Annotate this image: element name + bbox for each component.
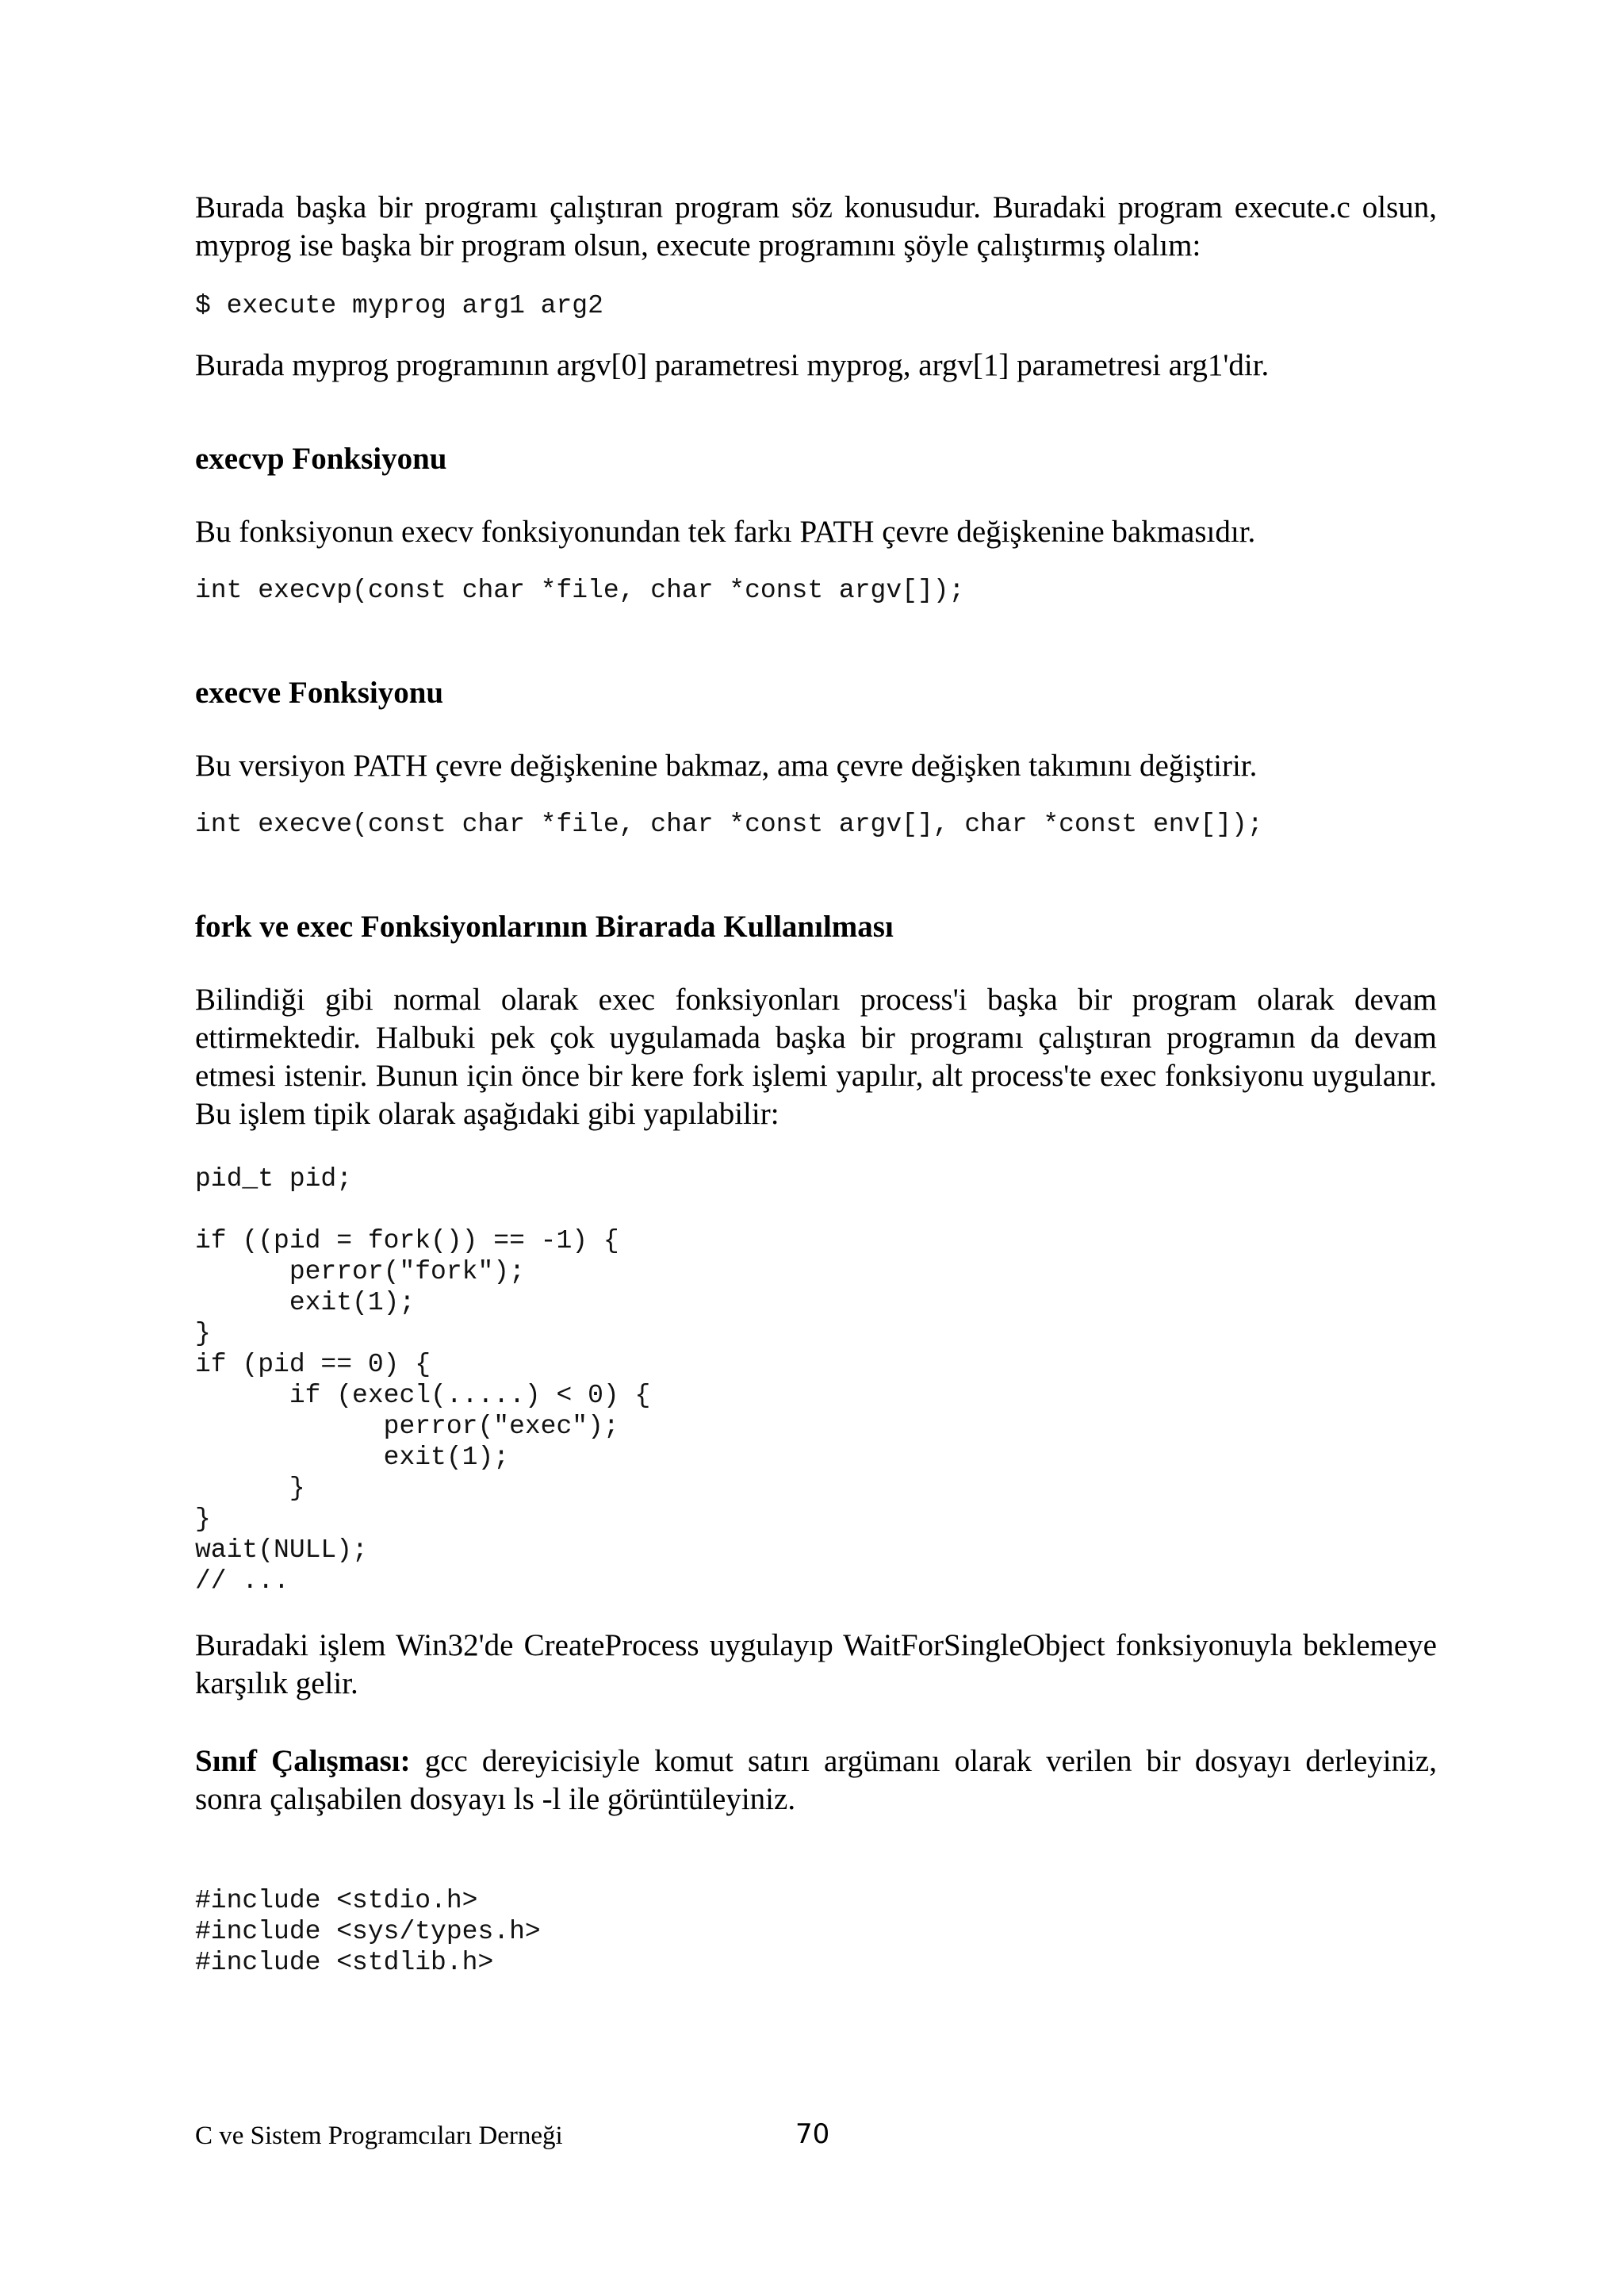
intro-paragraph: Burada başka bir programı çalıştıran program söz konusudur. Buradaki program execute.c olsun, myprog ise başka bir program olsun, execute programını şöyle çalıştırmış olalım:: [195, 190, 1437, 263]
exercise-text: gcc dereyicisiyle komut satırı argümanı olarak verilen bir dosyayı derleyiniz, sonra çalışabilen dosyayı ls -l ile görüntüleyiniz.: [195, 1744, 1437, 1816]
command-example: $ execute myprog arg1 arg2: [195, 291, 603, 320]
fork-exec-code: pid_t pid; if ((pid = fork()) == -1) { perror("fork"); exit(1); } if (pid == 0) { if (execl(.....) < 0) { perror("exec"); exit(1); } } wait(NULL); // ...: [195, 1164, 651, 1596]
footer-organization: C ve Sistem Programcıları Derneği: [195, 2122, 563, 2150]
fork-exec-description: Bilindiği gibi normal olarak exec fonksiyonları process'i başka bir program olarak devam ettirmektedir. Halbuki pek çok uygulamada başka bir programı çalıştıran programın da devam etmesi istenir. Bunun için önce bir kere fork işlemi yapılır, alt process'te exec fonksiyonu uygulanır. Bu işlem tipik olarak aşağıdaki gibi yapılabilir:: [195, 983, 1437, 1131]
execve-prototype: int execve(const char *file, char *const argv[], char *const env[]);: [195, 810, 1263, 839]
exercise-code: #include <stdio.h> #include <sys/types.h> #include <stdlib.h>: [195, 1886, 541, 1977]
win32-note: Buradaki işlem Win32'de CreateProcess uygulayıp WaitForSingleObject fonksiyonuyla beklemeye karşılık gelir.: [195, 1628, 1437, 1700]
execve-heading: execve Fonksiyonu: [195, 676, 444, 710]
execve-description: Bu versiyon PATH çevre değişkenine bakmaz, ama çevre değişken takımını değiştirir.: [195, 749, 1258, 783]
page-number: 70: [795, 2118, 830, 2150]
page-content: [195, 189, 1437, 1978]
execvp-description: Bu fonksiyonun execv fonksiyonundan tek farkı PATH çevre değişkenine bakmasıdır.: [195, 515, 1256, 549]
exercise-paragraph: [195, 1742, 1437, 1819]
execvp-heading: execvp Fonksiyonu: [195, 442, 447, 476]
execvp-prototype: int execvp(const char *file, char *const argv[]);: [195, 576, 965, 605]
fork-exec-heading: fork ve exec Fonksiyonlarının Birarada Kullanılması: [195, 910, 894, 944]
argv-explanation: Burada myprog programının argv[0] parametresi myprog, argv[1] parametresi arg1'dir.: [195, 348, 1270, 382]
exercise-label: Sınıf Çalışması:: [195, 1744, 411, 1778]
